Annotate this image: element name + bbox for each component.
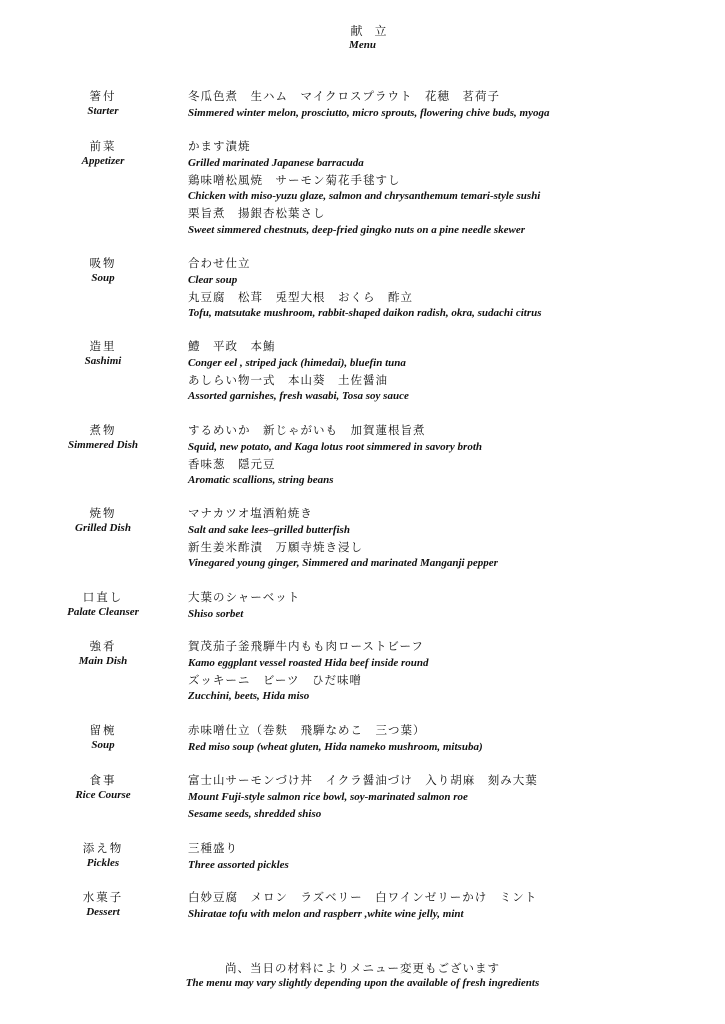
course-category-en: Rice Course — [75, 789, 131, 801]
course-category-en: Starter — [87, 105, 119, 117]
course-category-en: Main Dish — [78, 655, 128, 667]
dish-line-en: Salt and sake lees–grilled butterfish — [188, 523, 350, 536]
course-category-jp: 吸物 — [89, 256, 117, 270]
dish-line-jp: 白妙豆腐 メロン ラズベリー 白ワインゼリーかけ ミント — [188, 890, 538, 904]
course-category-jp: 造里 — [89, 339, 117, 353]
course-description — [188, 772, 705, 822]
dish-line-jp: 鶏味噌松風焼 サーモン菊花手毬すし — [188, 172, 401, 187]
course-category-jp: 留椀 — [89, 723, 117, 737]
course-description — [188, 889, 705, 923]
dish-line-en: Squid, new potato, and Kaga lotus root simmered in savory broth — [188, 440, 482, 453]
dish-line-en: Sweet simmered chestnuts, deep-fried gingko nuts on a pine needle skewer — [188, 223, 526, 236]
dish-line-jp: 鱧 平政 本鮪 — [188, 339, 276, 353]
dish-line-jp: 栗旨煮 揚銀杏松葉さし — [188, 206, 326, 221]
dish-line-en: Kamo eggplant vessel roasted Hida beef inside round — [188, 656, 429, 669]
dish-line-jp: 富士山サーモンづけ丼 イクラ醤油づけ 入り胡麻 刻み大葉 — [188, 773, 538, 787]
dish-line-en: Mount Fuji-style salmon rice bowl, soy-marinated salmon roe — [188, 790, 468, 803]
course-description — [188, 840, 705, 874]
dish-line-jp: 賀茂茄子釜飛騨牛内もも肉ローストビーフ — [188, 639, 424, 653]
dish-line-en: Grilled marinated Japanese barracuda — [188, 156, 364, 169]
footer-note-en: The menu may vary slightly depending upon the available of fresh ingredients — [185, 977, 540, 989]
dish-line-en: Shiratae tofu with melon and raspberr ,white wine jelly, mint — [188, 907, 464, 920]
course-description — [188, 338, 705, 405]
course-category-jp: 焼物 — [89, 506, 117, 520]
course-category-en: Soup — [91, 739, 115, 751]
course-category-jp: 口直し — [82, 590, 124, 604]
course-description — [188, 422, 705, 489]
dish-line-jp: ズッキーニ ビーツ ひだ味噌 — [188, 672, 362, 687]
dish-line-jp: 大葉のシャーベット — [188, 590, 301, 604]
dish-line-jp: 新生姜米酢漬 万願寺焼き浸し — [188, 539, 363, 554]
course-description — [188, 138, 705, 239]
dish-line-en: Chicken with miso-yuzu glaze, salmon and chrysanthemum temari-style sushi — [188, 190, 541, 203]
course-description — [188, 255, 705, 322]
dish-line-en: Shiso sorbet — [188, 607, 244, 620]
course-category-en: Pickles — [86, 857, 120, 869]
dish-line-jp: 合わせ仕立 — [188, 256, 251, 270]
course-category-en: Dessert — [86, 906, 120, 918]
course-description — [188, 589, 705, 623]
dish-line-jp: かます漬焼 — [188, 139, 251, 153]
dish-line-en: Zucchini, beets, Hida miso — [188, 690, 310, 703]
course-category-en: Simmered Dish — [68, 439, 138, 451]
course-category-jp: 箸付 — [89, 89, 117, 103]
course-category-jp: 添え物 — [82, 841, 124, 855]
dish-line-jp: 冬瓜色煮 生ハム マイクロスプラウト 花穂 茗荷子 — [188, 89, 501, 103]
menu-title-jp: 献立 — [350, 24, 399, 38]
dish-line-en: Three assorted pickles — [188, 858, 289, 871]
dish-line-en: Aromatic scallions, string beans — [188, 474, 334, 487]
course-description — [188, 505, 705, 572]
course-category-jp: 水菓子 — [82, 890, 124, 904]
course-category-jp: 前菜 — [89, 139, 117, 153]
dish-line-jp: 香味葱 隠元豆 — [188, 456, 276, 471]
course-category-en: Sashimi — [84, 355, 122, 367]
course-category-en: Palate Cleanser — [67, 606, 139, 618]
dish-line-en: Assorted garnishes, fresh wasabi, Tosa soy sauce — [188, 390, 409, 403]
dish-line-jp: あしらい物一式 本山葵 土佐醤油 — [188, 372, 388, 387]
dish-line-en: Conger eel , striped jack (himedai), bluefin tuna — [188, 356, 406, 369]
course-description — [188, 722, 705, 756]
dish-line-jp: 丸豆腐 松茸 兎型大根 おくら 酢立 — [188, 289, 413, 304]
dish-line-jp: マナカツオ塩酒粕焼き — [188, 506, 313, 520]
course-category-jp: 強肴 — [89, 639, 117, 653]
course-category-jp: 煮物 — [89, 423, 117, 437]
dish-line-en: Vinegared young ginger, Simmered and marinated Manganji pepper — [188, 557, 498, 570]
footer-note-jp: 尚、当日の材料によりメニュー変更もございます — [225, 961, 500, 975]
dish-line-jp: 赤味噌仕立（巻麩 飛騨なめこ 三つ葉） — [188, 723, 426, 737]
dish-line-en: Sesame seeds, shredded shiso — [188, 807, 322, 820]
course-description — [188, 638, 705, 705]
menu-title-en: Menu — [349, 39, 376, 51]
course-category-jp: 食事 — [89, 773, 117, 787]
course-category-en: Appetizer — [81, 155, 125, 167]
course-description — [188, 88, 705, 122]
dish-line-jp: 三種盛り — [188, 841, 238, 855]
dish-line-en: Red miso soup (wheat gluten, Hida nameko mushroom, mitsuba) — [188, 740, 483, 753]
dish-line-en: Simmered winter melon, prosciutto, micro sprouts, flowering chive buds, myoga — [188, 106, 550, 119]
course-category-en: Soup — [91, 272, 115, 284]
dish-line-jp: するめいか 新じゃがいも 加賀蓮根旨煮 — [188, 423, 426, 437]
course-category-en: Grilled Dish — [75, 522, 131, 534]
dish-line-en: Clear soup — [188, 273, 238, 286]
dish-line-en: Tofu, matsutake mushroom, rabbit-shaped daikon radish, okra, sudachi citrus — [188, 307, 542, 320]
